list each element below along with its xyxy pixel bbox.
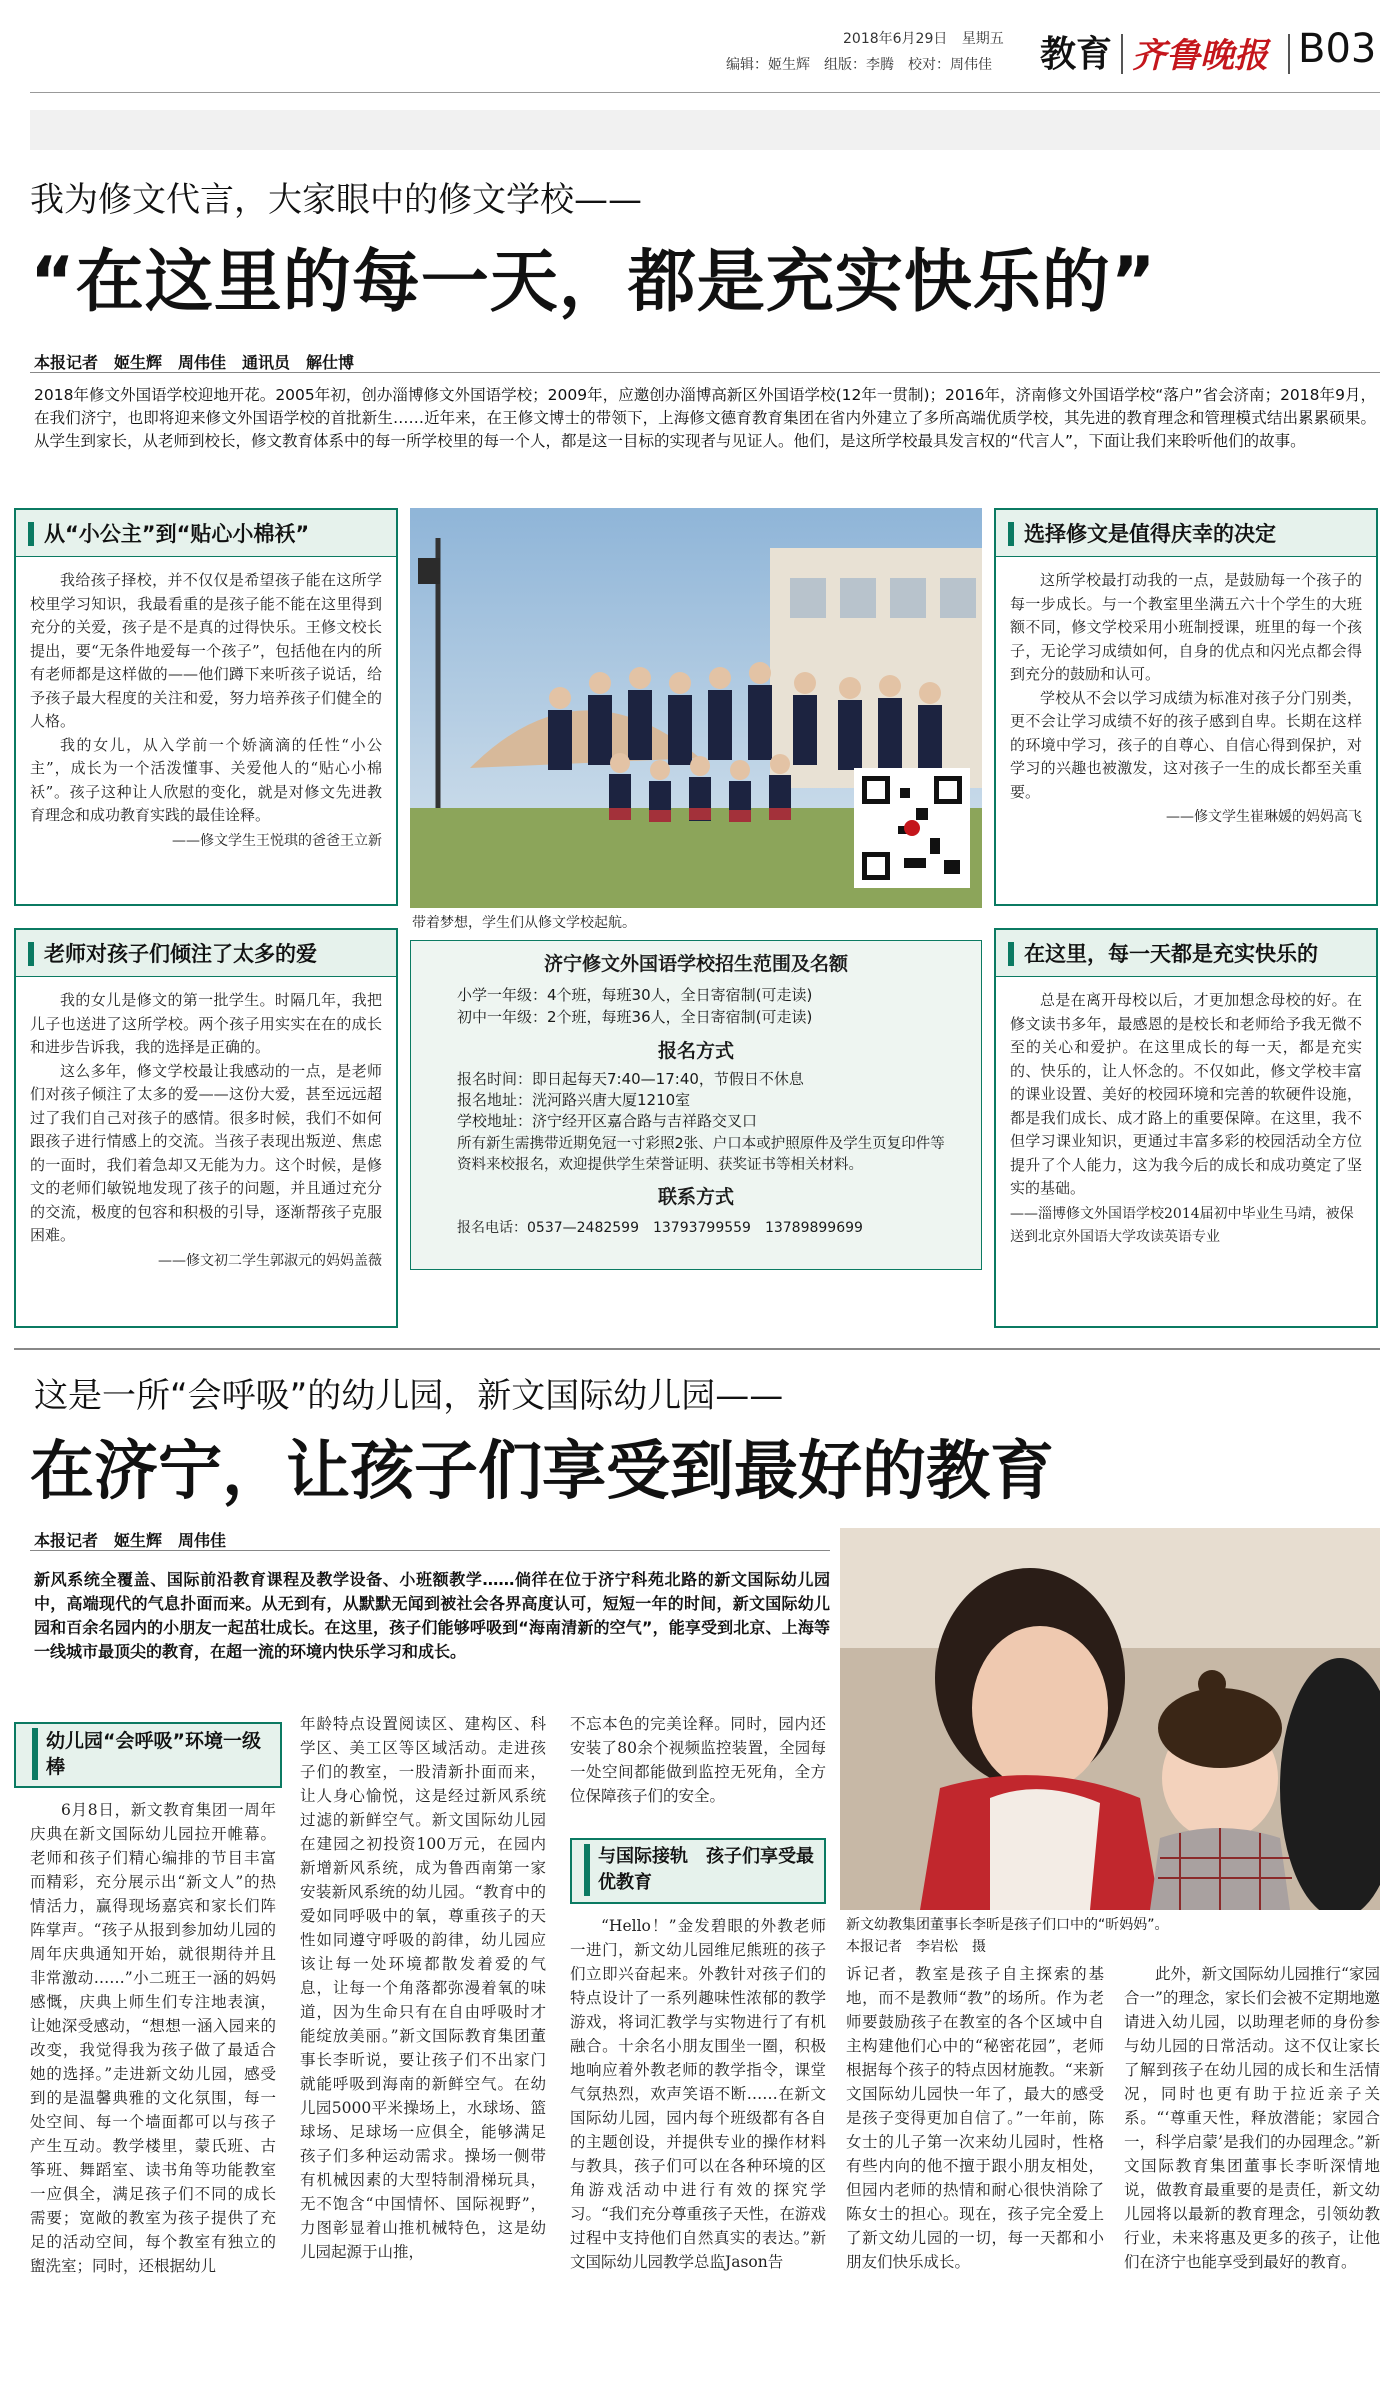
kindergarten-photo-caption: 新文幼教集团董事长李昕是孩子们口中的“昕妈妈”。 bbox=[846, 1917, 1169, 1933]
recruit-box bbox=[410, 940, 982, 1270]
box2-title bbox=[16, 930, 396, 977]
testimonial-box-1 bbox=[14, 508, 398, 906]
school-address: 学校地址：济宁经开区嘉合路与吉祥路交叉口 bbox=[457, 1112, 758, 1130]
header-rule bbox=[30, 92, 1380, 93]
box4-title-text: 在这里，每一天都是充实快乐的 bbox=[1008, 942, 1318, 966]
article1-kicker: 我为修文代言，大家眼中的修文学校—— bbox=[30, 180, 642, 220]
article1-headline: “在这里的每一天，都是充实快乐的” bbox=[30, 243, 1157, 322]
registration-title: 报名方式 bbox=[657, 1040, 734, 1062]
article2-column-5 bbox=[1124, 1962, 1380, 2274]
section-divider bbox=[14, 1348, 1380, 1350]
box1-title bbox=[16, 510, 396, 557]
box3-body bbox=[996, 557, 1376, 830]
group-photo-illustration bbox=[410, 508, 982, 908]
contact-title: 联系方式 bbox=[657, 1186, 734, 1208]
date: 2018年6月29日 bbox=[843, 31, 948, 47]
box2-para-2: 这么多年，修文学校最让我感动的一点，是老师们对孩子倾注了太多的爱——这份大爱，甚至远远超过了我们自己对孩子的感情。很多时候，我们不如何跟孩子进行情感上的交流。当孩子表现出叛逆、焦虑的一面时，我们着急却又无能为力。这个时候，是修文的老师们敏锐地发现了孩子的问题，并且通过充分的交流，极度的包容和积极的引导，逐渐帮孩子克服困难。 bbox=[30, 1061, 382, 1244]
article2-kicker: 这是一所“会呼吸”的幼儿园，新文国际幼儿园—— bbox=[34, 1376, 784, 1416]
box2-para-1: 我的女儿是修文的第一批学生。时隔几年，我把儿子也送进了这所学校。两个孩子用实实在在的成长和进步告诉我，我的选择是正确的。 bbox=[30, 991, 382, 1056]
group-photo-caption: 带着梦想，学生们从修文学校起航。 bbox=[412, 915, 636, 931]
box1-title-text: 从“小公主”到“贴心小棉袄” bbox=[28, 522, 309, 546]
testimonial-box-3 bbox=[994, 508, 1378, 906]
box2-body bbox=[16, 977, 396, 1273]
article1-byline: 本报记者 姬生辉 周伟佳 通讯员 解仕博 bbox=[34, 353, 355, 372]
box4-para-1: 总是在离开母校以后，才更加想念母校的好。在修文读书多年，最感恩的是校长和老师给予我无微不至的关心和爱护。在这里成长的每一天，都是充实的、快乐的，让人怀念的。不仅如此，修文学校丰富的课业设置、美好的校园环境和完善的软硬件设施，都是我们成长、成才路上的重要保障。在这里，我不但学习课业知识，更通过丰富多彩的校园活动全方位提升了个人能力，这为我今后的成长和成功奠定了坚实的基础。 bbox=[1010, 991, 1362, 1197]
weekday: 星期五 bbox=[961, 31, 1004, 47]
recruit-line-2: 初中一年级：2个班，每班36人，全日寄宿制(可走读) bbox=[457, 1008, 813, 1026]
box4-signature: ——淄博修文外国语学校2014届初中毕业生马靖，被保送到北京外国语大学攻读英语专业 bbox=[1010, 1205, 1354, 1245]
box4-title bbox=[996, 930, 1376, 977]
subhead-1-text: 幼儿园“会呼吸”环境一级棒 bbox=[32, 1728, 270, 1780]
testimonial-box-2 bbox=[14, 928, 398, 1328]
header-divider bbox=[1121, 34, 1123, 74]
registration-note: 所有新生需携带近期免冠一寸彩照2张、户口本或护照原件及学生页复印件等资料来校报名，欢迎提供学生荣誉证明、获奖证书等相关材料。 bbox=[457, 1136, 945, 1173]
article2-lede: 新风系统全覆盖、国际前沿教育课程及教学设备、小班额教学……倘徉在位于济宁科苑北路的新文国际幼儿园中，高端现代的气息扑面而来。从无到有，从默默无闻到被社会各界高度认可，短短一年的时间，新文国际幼儿园和百余名园内的小朋友一起茁壮成长。在这里，孩子们能够呼吸到“海南清新的空气”，能享受到北京、上海等一线城市最顶尖的教育，在超一流的环境内快乐学习和成长。 bbox=[34, 1570, 830, 1661]
col1-text: 6月8日，新文教育集团一周年庆典在新文国际幼儿园拉开帷幕。老师和孩子们精心编排的节目丰富而精彩，充分展示出“新文人”的热情活力，赢得现场嘉宾和家长们阵阵掌声。“孩子从报到参加幼儿园的周年庆典通知开始，就很期待并且非常激动……”小二班王一涵的妈妈感慨，庆典上师生们专注地表演，让她深受感动，“想想一涵入园来的改变，我觉得我为孩子做了最适合她的选择。”走进新文幼儿园，感受到的是温馨典雅的文化氛围，每一处空间、每一个墙面都可以与孩子产生互动。教学楼里，蒙氏班、古筝班、舞蹈室、读书角等功能教室一应俱全，满足孩子们不同的成长需要；宽敞的教室为孩子提供了充足的活动空间，每个教室有独立的盥洗室；同时，还根据幼儿 bbox=[30, 1801, 276, 2275]
article1-lede: 2018年修文外国语学校迎地开花。2005年初，创办淄博修文外国语学校；2009年，应邀创办淄博高新区外国语学校(12年一贯制)；2016年，济南修文外国语学校“落户”省会济南；2018年9月，在我们济宁，也即将迎来修文外国语学校的首批新生……近年来，在王修文博士的带领下，上海修文德育教育集团在省内外建立了多所高端优质学校，其先进的教育理念和管理模式结出累累硕果。从学生到家长，从老师到校长，修文教育体系中的每一所学校里的每一个人，都是这一目标的实现者与见证人。他们，是这所学校最具发言权的“代言人”，下面让我们来聆听他们的故事。 bbox=[34, 386, 1376, 450]
recruit-title: 济宁修文外国语学校招生范围及名额 bbox=[543, 953, 848, 975]
box3-title bbox=[996, 510, 1376, 557]
registration-address: 报名地址：洸河路兴唐大厦1210室 bbox=[457, 1091, 691, 1109]
article2-byline: 本报记者 姬生辉 周伟佳 bbox=[34, 1531, 227, 1550]
col3a-text: 不忘本色的完美诠释。同时，园内还安装了80余个视频监控装置，全园每一处空间都能做到监控无死角，全方位保障孩子们的安全。 bbox=[570, 1715, 826, 1805]
article2-column-1 bbox=[30, 1798, 276, 2278]
article2-column-3b bbox=[570, 1914, 826, 2274]
kindergarten-photo-credit: 本报记者 李岩松 摄 bbox=[846, 1939, 986, 1955]
box1-signature: ——修文学生王悦琪的爸爸王立新 bbox=[172, 832, 382, 849]
kindergarten-photo-illustration bbox=[840, 1528, 1380, 1910]
col3b-text: “Hello！”金发碧眼的外教老师一进门，新文幼儿园维尼熊班的孩子们立即兴奋起来。外教针对孩子们的特点设计了一系列趣味性浓郁的教学游戏，将词汇教学与实物进行了有机融合。十余名小朋友围坐一圈，积极地响应着外教老师的教学指令，课堂气氛热烈，欢声笑语不断……在新文国际幼儿园，园内每个班级都有各自的主题创设，并提供专业的操作材料与教具，孩子们可以在各种环境的区角游戏活动中进行有效的探究学习。“我们充分尊重孩子天性，在游戏过程中支持他们自然真实的表达。”新文国际幼儿园教学总监Jason告 bbox=[570, 1917, 826, 2271]
box1-body bbox=[16, 557, 396, 853]
col4-text: 诉记者，教室是孩子自主探索的基地，而不是教师“教”的场所。作为老师要鼓励孩子在教室的各个区域中自主构建他们心中的“秘密花园”，老师根据每个孩子的特点因材施教。“来新文国际幼儿园快一年了，最大的感受是孩子变得更加自信了。”一年前，陈女士的儿子第一次来幼儿园时，性格有些内向的他不擅于跟小朋友相处，但园内老师的热情和耐心很快消除了陈女士的担心。现在，孩子完全爱上了新文幼儿园的一切，每一天都和小朋友们快乐成长。 bbox=[846, 1965, 1104, 2271]
group-photo bbox=[410, 508, 982, 908]
article2-column-4 bbox=[846, 1962, 1104, 2274]
header-band bbox=[30, 110, 1380, 150]
contact-phone: 报名电话：0537—2482599 13793799559 13789899699 bbox=[457, 1220, 863, 1236]
kindergarten-photo bbox=[840, 1528, 1380, 1910]
box4-body bbox=[996, 977, 1376, 1250]
col2-text: 年龄特点设置阅读区、建构区、科学区、美工区等区域活动。走进孩子们的教室，一股清新扑面而来，让人身心愉悦，这是经过新风系统过滤的新鲜空气。新文国际幼儿园在建园之初投资100万元，在园内新增新风系统，成为鲁西南第一家安装新风系统的幼儿园。“教育中的爱如同呼吸中的氧，尊重孩子的天性如同遵守呼吸的韵律，幼儿园应该让每一处环境都散发着爱的气息，让每一个角落都弥漫着氧的味道，因为生命只有在自由呼吸时才能绽放美丽。”新文国际教育集团董事长李昕说，要让孩子们不出家门就能呼吸到海南的新鲜空气。在幼儿园5000平米操场上，水球场、篮球场、足球场一应俱全，能够满足孩子们多种运动需求。操场一侧带有机械因素的大型特制滑梯玩具，无不饱含“中国情怀、国际视野”，力图彰显着山推机械特色，这是幼儿园起源于山推， bbox=[300, 1715, 546, 2261]
box3-title-text: 选择修文是值得庆幸的决定 bbox=[1008, 522, 1276, 546]
recruit-line-1: 小学一年级：4个班，每班30人，全日寄宿制(可走读) bbox=[457, 986, 813, 1004]
box2-title-text: 老师对孩子们倾注了太多的爱 bbox=[28, 942, 317, 966]
box1-para-1: 我给孩子择校，并不仅仅是希望孩子能在这所学校里学习知识，我最看重的是孩子能不能在这里得到充分的关爱，孩子是不是真的过得快乐。王修文校长提出，要“无条件地爱每一个孩子”，包括他在内的所有老师都是这样做的——他们蹲下来听孩子说话，给予孩子最大程度的关注和爱，努力培养孩子们健全的人格。 bbox=[30, 571, 382, 730]
col5-text: 此外，新文国际幼儿园推行“家园合一”的理念，家长们会被不定期地邀请进入幼儿园，以助理老师的身份参与幼儿园的日常活动。这不仅让家长了解到孩子在幼儿园的成长和生活情况，同时也更有助于拉近亲子关系。“‘尊重天性，释放潜能；家园合一，科学启蒙’是我们的办园理念。”新文国际教育集团董事长李昕深情地说，做教育最重要的是责任，新文幼儿园将以最新的教育理念，引领幼教行业，未来将惠及更多的孩子，让他们在济宁也能享受到最好的教育。 bbox=[1124, 1965, 1380, 2271]
box3-signature: ——修文学生崔琳媛的妈妈高飞 bbox=[1166, 809, 1362, 825]
page-number: B03 bbox=[1298, 26, 1377, 72]
subhead-2 bbox=[570, 1838, 826, 1904]
header-date bbox=[843, 28, 1004, 48]
testimonial-box-4 bbox=[994, 928, 1378, 1328]
subhead-1 bbox=[14, 1722, 282, 1788]
box3-para-1: 这所学校最打动我的一点，是鼓励每一个孩子的每一步成长。与一个教室里坐满五六十个学生的大班额不同，修文学校采用小班制授课，班里的每一个孩子，无论学习成绩如何，自身的优点和闪光点都会得到充分的鼓励和认可。 bbox=[1010, 571, 1362, 683]
box3-para-2: 学校从不会以学习成绩为标准对孩子分门别类，更不会让学习成绩不好的孩子感到自卑。长期在这样的环境中学习，孩子的自尊心、自信心得到保护，对学习的兴趣也被激发，这对孩子一生的成长都至关重要。 bbox=[1010, 688, 1362, 801]
header-staff: 编辑：姬生辉 组版：李腾 校对：周伟佳 bbox=[726, 57, 992, 73]
box1-para-2: 我的女儿，从入学前一个娇滴滴的任性“小公主”，成长为一个活泼懂事、关爱他人的“贴心小棉袄”。孩子这种让人欣慰的变化，就是对修文先进教育理念和成功教育实践的最佳诠释。 bbox=[30, 735, 382, 824]
article2-column-3a bbox=[570, 1712, 826, 1808]
newspaper-logo: 齐鲁晚报 bbox=[1132, 36, 1268, 76]
article2-headline: 在济宁，让孩子们享受到最好的教育 bbox=[30, 1435, 1054, 1509]
registration-time: 报名时间：即日起每天7:40—17:40，节假日不休息 bbox=[457, 1070, 804, 1088]
subhead-2-text: 与国际接轨 孩子们享受最优教育 bbox=[584, 1844, 816, 1896]
section-name: 教育 bbox=[1040, 34, 1113, 75]
byline-rule bbox=[30, 372, 1380, 373]
box2-signature: ——修文初二学生郭淑元的妈妈盖薇 bbox=[158, 1252, 382, 1269]
article2-byline-rule bbox=[30, 1550, 830, 1551]
header-divider-2 bbox=[1288, 34, 1290, 74]
article2-column-2 bbox=[300, 1712, 546, 2264]
